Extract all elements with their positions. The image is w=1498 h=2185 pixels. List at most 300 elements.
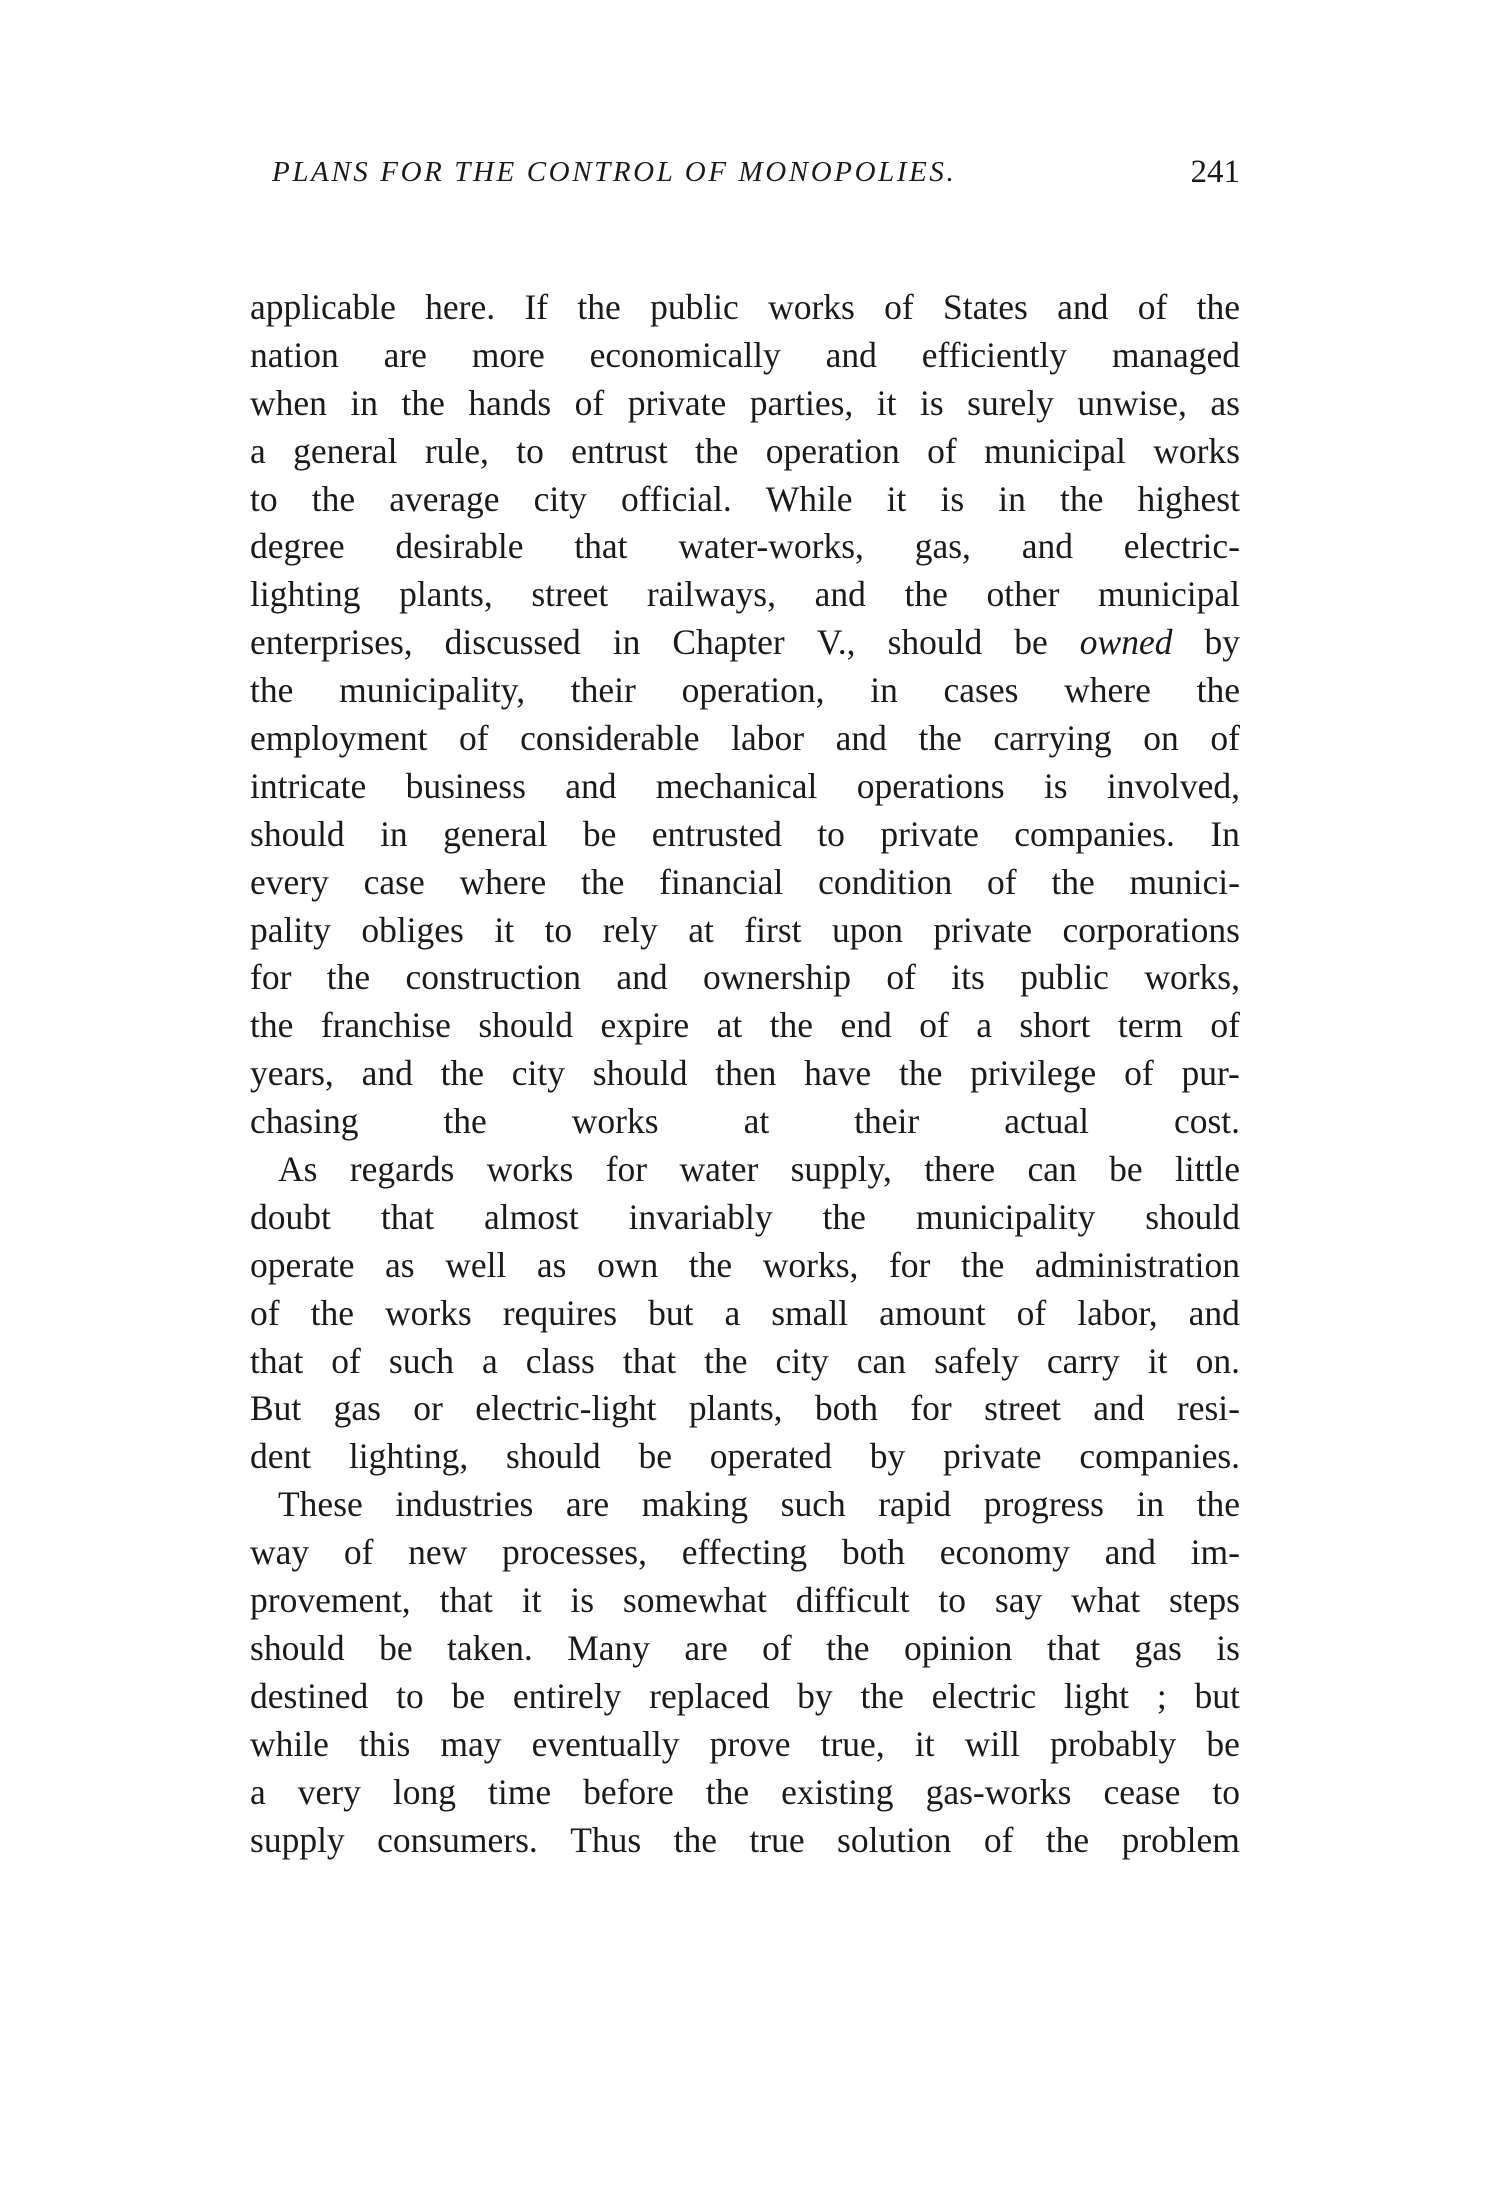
word: of bbox=[1016, 1292, 1047, 1333]
word: water-works, bbox=[678, 526, 864, 567]
word: be bbox=[638, 1436, 710, 1477]
word: public bbox=[650, 287, 739, 327]
italic-word: owned bbox=[1079, 622, 1173, 663]
word: but bbox=[1194, 1675, 1240, 1716]
word: supply, bbox=[790, 1149, 892, 1190]
word: municipal bbox=[983, 430, 1126, 471]
word: gas, bbox=[914, 526, 971, 567]
word: of bbox=[886, 957, 916, 998]
word: doubt bbox=[250, 1196, 331, 1237]
word: city bbox=[533, 478, 587, 519]
word: is bbox=[570, 1580, 595, 1621]
word: be bbox=[582, 813, 617, 854]
word: and bbox=[1104, 1532, 1156, 1573]
word: operation bbox=[765, 430, 900, 471]
word: in bbox=[1136, 1484, 1165, 1525]
word: time bbox=[487, 1771, 552, 1812]
word: plants, bbox=[399, 574, 493, 615]
word: unwise, bbox=[1077, 382, 1187, 423]
word: Thus bbox=[570, 1819, 642, 1860]
word: and bbox=[361, 1053, 413, 1094]
word: city bbox=[511, 1053, 565, 1094]
word: before bbox=[583, 1771, 674, 1812]
word: for bbox=[605, 1149, 648, 1190]
word: the bbox=[898, 1053, 943, 1094]
word: franchise bbox=[320, 1005, 451, 1046]
word: there bbox=[924, 1149, 996, 1190]
word: long bbox=[392, 1771, 456, 1812]
word: operate bbox=[250, 1244, 355, 1285]
word: where bbox=[1064, 670, 1151, 711]
word: resi- bbox=[1176, 1388, 1240, 1429]
word: the bbox=[443, 1101, 572, 1142]
word: street bbox=[984, 1388, 1061, 1429]
word: lighting, bbox=[348, 1436, 506, 1477]
text-line bbox=[250, 1817, 1240, 1865]
word: are bbox=[565, 1484, 610, 1525]
word: of bbox=[459, 718, 489, 759]
word: as bbox=[1210, 382, 1240, 423]
word: at bbox=[688, 909, 714, 950]
word: the bbox=[250, 1005, 294, 1046]
word: that bbox=[439, 1580, 493, 1621]
word: a bbox=[976, 1005, 992, 1046]
text-line bbox=[250, 1625, 1240, 1673]
word: then bbox=[715, 1053, 777, 1094]
word: to bbox=[1212, 1771, 1240, 1812]
word: and bbox=[565, 765, 617, 806]
word: every bbox=[250, 861, 329, 902]
word: the bbox=[1196, 1484, 1240, 1525]
word: both bbox=[841, 1532, 906, 1573]
word: the bbox=[401, 382, 445, 423]
word: works bbox=[1153, 430, 1240, 471]
word: is bbox=[940, 478, 965, 519]
word: to bbox=[817, 813, 845, 854]
word: works bbox=[486, 1149, 574, 1190]
word: of bbox=[884, 287, 914, 327]
word: private bbox=[627, 382, 727, 423]
word: on bbox=[1143, 718, 1179, 759]
word: that bbox=[1046, 1627, 1101, 1668]
word: the bbox=[822, 1196, 866, 1237]
word: the bbox=[769, 1005, 814, 1046]
word: efficiently bbox=[921, 334, 1067, 375]
text-line bbox=[250, 1050, 1240, 1098]
word: it bbox=[886, 478, 907, 519]
word: term bbox=[1117, 1005, 1183, 1046]
word: when bbox=[250, 382, 327, 423]
word: pur- bbox=[1181, 1053, 1240, 1094]
word: steps bbox=[1169, 1580, 1240, 1621]
word: business bbox=[405, 765, 526, 806]
word: corporations bbox=[1062, 909, 1240, 950]
word: But bbox=[250, 1388, 302, 1429]
word: municipality bbox=[915, 1196, 1096, 1237]
word: As bbox=[278, 1149, 318, 1190]
word: little bbox=[1174, 1149, 1240, 1190]
word: that bbox=[380, 1196, 435, 1237]
word: to bbox=[250, 478, 278, 519]
text-line bbox=[250, 715, 1240, 763]
word: first bbox=[744, 909, 802, 950]
word: munici- bbox=[1129, 861, 1240, 902]
word: nation bbox=[250, 334, 339, 375]
word: obliges bbox=[361, 909, 464, 950]
word: applicable bbox=[250, 287, 396, 327]
word: progress bbox=[983, 1484, 1104, 1525]
text-line bbox=[250, 1290, 1240, 1338]
word: case bbox=[363, 861, 425, 902]
text-line bbox=[250, 1242, 1240, 1290]
word: destined bbox=[250, 1675, 369, 1716]
text-line bbox=[250, 284, 1240, 332]
word: its bbox=[951, 957, 985, 998]
word: and bbox=[616, 957, 668, 998]
word: of bbox=[919, 1005, 949, 1046]
text-line bbox=[250, 1433, 1240, 1481]
word: the bbox=[250, 670, 294, 711]
text-line bbox=[250, 859, 1240, 907]
text-line bbox=[250, 1721, 1240, 1769]
word: be bbox=[1206, 1723, 1240, 1764]
word: are bbox=[383, 334, 427, 375]
word: and bbox=[835, 718, 887, 759]
word: managed bbox=[1111, 334, 1240, 375]
word: existing bbox=[781, 1771, 894, 1812]
text-line bbox=[250, 954, 1240, 1002]
word: cases bbox=[943, 670, 1019, 711]
word: of bbox=[1210, 718, 1240, 759]
text-line bbox=[250, 1481, 1240, 1529]
word: new bbox=[408, 1532, 468, 1573]
word: prove bbox=[709, 1723, 791, 1764]
word: the bbox=[326, 957, 371, 998]
word: what bbox=[1071, 1580, 1141, 1621]
word: pality bbox=[250, 909, 331, 950]
word: and bbox=[825, 334, 877, 375]
word: may bbox=[440, 1723, 502, 1764]
word: desirable bbox=[395, 526, 524, 567]
word: very bbox=[297, 1771, 361, 1812]
word: surely bbox=[967, 382, 1054, 423]
word: it bbox=[521, 1580, 542, 1621]
word: im- bbox=[1190, 1532, 1240, 1573]
word: of bbox=[1210, 1005, 1240, 1046]
body-text bbox=[250, 284, 1240, 1864]
word: the bbox=[673, 1819, 717, 1860]
paragraph bbox=[250, 1481, 1240, 1864]
word: municipal bbox=[1098, 574, 1240, 615]
word: invariably bbox=[628, 1196, 773, 1237]
word: should bbox=[887, 622, 983, 663]
word: provement, bbox=[250, 1580, 411, 1621]
text-line bbox=[250, 1673, 1240, 1721]
word: employment bbox=[250, 718, 428, 759]
word: the bbox=[688, 1244, 733, 1285]
word: problem bbox=[1121, 1819, 1240, 1860]
word: is bbox=[1216, 1627, 1240, 1668]
word: short bbox=[1019, 1005, 1091, 1046]
paragraph bbox=[250, 1146, 1240, 1481]
word: companies. bbox=[1079, 1436, 1241, 1477]
text-line bbox=[250, 1098, 1240, 1146]
word: by bbox=[1204, 622, 1240, 663]
word: on. bbox=[1195, 1340, 1240, 1381]
word: the bbox=[581, 861, 625, 902]
word: and bbox=[814, 574, 866, 615]
word: can bbox=[1027, 1149, 1077, 1190]
word: works bbox=[384, 1292, 472, 1333]
word: requires bbox=[502, 1292, 618, 1333]
word: actual bbox=[1004, 1101, 1174, 1142]
word: it bbox=[876, 382, 897, 423]
word: public bbox=[1020, 957, 1109, 998]
text-line bbox=[250, 811, 1240, 859]
word: this bbox=[359, 1723, 411, 1764]
word: be bbox=[451, 1675, 486, 1716]
text-line bbox=[250, 619, 1240, 667]
word: such bbox=[388, 1340, 454, 1381]
word: and bbox=[1093, 1388, 1145, 1429]
text-line bbox=[250, 667, 1240, 715]
word: will bbox=[964, 1723, 1020, 1764]
word: be bbox=[379, 1627, 413, 1668]
word: true, bbox=[820, 1723, 885, 1764]
word: is bbox=[920, 382, 944, 423]
text-line bbox=[250, 1769, 1240, 1817]
word: the bbox=[860, 1675, 904, 1716]
word: difficult bbox=[795, 1580, 910, 1621]
word: financial bbox=[659, 861, 784, 902]
word: in bbox=[870, 670, 898, 711]
text-line bbox=[250, 1002, 1240, 1050]
word: V., bbox=[816, 622, 856, 663]
word: intricate bbox=[250, 765, 367, 806]
word: upon bbox=[831, 909, 903, 950]
word: If bbox=[524, 287, 549, 327]
word: and bbox=[1188, 1292, 1240, 1333]
page-number: 241 bbox=[1190, 154, 1240, 190]
word: as bbox=[385, 1244, 415, 1285]
word: amount bbox=[879, 1292, 986, 1333]
word: to bbox=[938, 1580, 966, 1621]
word: more bbox=[471, 334, 545, 375]
word: the bbox=[311, 478, 356, 519]
word: the bbox=[1045, 1819, 1090, 1860]
word: of bbox=[331, 1340, 361, 1381]
word: the bbox=[1196, 670, 1240, 711]
word: be bbox=[1109, 1149, 1143, 1190]
paragraph bbox=[250, 284, 1240, 1146]
word: electric-light bbox=[475, 1388, 657, 1429]
word: gas-works bbox=[925, 1771, 1072, 1812]
word: that bbox=[622, 1340, 677, 1381]
word: it bbox=[1147, 1340, 1168, 1381]
word: of bbox=[983, 1819, 1014, 1860]
word: water bbox=[679, 1149, 759, 1190]
word: true bbox=[749, 1819, 805, 1860]
word: administration bbox=[1034, 1244, 1240, 1285]
word: the bbox=[1059, 478, 1104, 519]
word: of bbox=[1137, 287, 1168, 327]
word: it bbox=[494, 909, 515, 950]
text-line bbox=[250, 763, 1240, 811]
word: here. bbox=[425, 287, 496, 327]
word: solution bbox=[837, 1819, 952, 1860]
word: years, bbox=[250, 1053, 334, 1094]
word: plants, bbox=[688, 1388, 783, 1429]
word: a bbox=[481, 1340, 498, 1381]
word: light bbox=[1063, 1675, 1130, 1716]
word: should bbox=[592, 1053, 688, 1094]
word: Many bbox=[567, 1627, 651, 1668]
word: own bbox=[597, 1244, 659, 1285]
word: entrust bbox=[571, 430, 668, 471]
word: well bbox=[445, 1244, 507, 1285]
word: end bbox=[840, 1005, 892, 1046]
word: but bbox=[648, 1292, 694, 1333]
word: average bbox=[389, 478, 500, 519]
word: condition bbox=[818, 861, 953, 902]
word: companies. bbox=[1014, 813, 1175, 854]
word: operation, bbox=[681, 670, 825, 711]
word: for bbox=[250, 957, 292, 998]
word: construction bbox=[405, 957, 582, 998]
word: can bbox=[856, 1340, 907, 1381]
word: probably bbox=[1050, 1723, 1177, 1764]
running-header bbox=[250, 156, 1240, 200]
word: ; bbox=[1156, 1675, 1167, 1716]
word: way bbox=[250, 1532, 310, 1573]
word: operated bbox=[709, 1436, 870, 1477]
word: to bbox=[396, 1675, 424, 1716]
word: for bbox=[888, 1244, 931, 1285]
word: of bbox=[987, 861, 1017, 902]
text-line bbox=[250, 332, 1240, 380]
word: degree bbox=[250, 526, 345, 567]
word: class bbox=[525, 1340, 595, 1381]
word: as bbox=[536, 1244, 567, 1285]
word: be bbox=[1014, 622, 1048, 663]
word: a bbox=[250, 1771, 266, 1812]
word: lighting bbox=[250, 574, 361, 615]
word: in bbox=[380, 813, 408, 854]
word: at bbox=[743, 1101, 855, 1142]
word: chasing bbox=[250, 1101, 444, 1142]
word: entrusted bbox=[651, 813, 782, 854]
word: official. bbox=[620, 478, 732, 519]
word: a bbox=[250, 430, 266, 471]
word: in bbox=[350, 382, 379, 423]
word: the bbox=[904, 574, 948, 615]
word: gas bbox=[1134, 1627, 1182, 1668]
word: While bbox=[765, 478, 853, 519]
word: to bbox=[544, 909, 573, 950]
word: dent bbox=[250, 1436, 349, 1477]
word: a bbox=[724, 1292, 741, 1333]
word: rely bbox=[602, 909, 658, 950]
word: rule, bbox=[424, 430, 489, 471]
word: the bbox=[1051, 861, 1095, 902]
word: their bbox=[854, 1101, 1005, 1142]
word: opinion bbox=[903, 1627, 1013, 1668]
word: to bbox=[516, 430, 544, 471]
text-line bbox=[250, 1338, 1240, 1386]
word: or bbox=[413, 1388, 443, 1429]
word: somewhat bbox=[622, 1580, 767, 1621]
text-line bbox=[250, 907, 1240, 955]
word: ownership bbox=[703, 957, 851, 998]
word: involved, bbox=[1106, 765, 1240, 806]
word: economically bbox=[589, 334, 781, 375]
word: for bbox=[910, 1388, 952, 1429]
word: highest bbox=[1137, 478, 1240, 519]
word: city bbox=[775, 1340, 829, 1381]
word: regards bbox=[349, 1149, 455, 1190]
word: mechanical bbox=[655, 765, 818, 806]
word: are bbox=[684, 1627, 728, 1668]
text-line bbox=[250, 1146, 1240, 1194]
word: cease bbox=[1103, 1771, 1181, 1812]
word: that bbox=[574, 526, 628, 567]
word: and bbox=[1057, 287, 1109, 327]
word: private bbox=[880, 813, 979, 854]
word: privilege bbox=[970, 1053, 1097, 1094]
word: the bbox=[577, 287, 621, 327]
word: hands bbox=[468, 382, 552, 423]
text-line bbox=[250, 1194, 1240, 1242]
word: works bbox=[571, 1101, 744, 1142]
word: discussed bbox=[444, 622, 581, 663]
word: other bbox=[986, 574, 1060, 615]
text-line bbox=[250, 523, 1240, 571]
word: electric bbox=[931, 1675, 1037, 1716]
word: In bbox=[1210, 813, 1240, 854]
word: should bbox=[506, 1436, 639, 1477]
word: while bbox=[250, 1723, 329, 1764]
word: railways, bbox=[646, 574, 776, 615]
text-line bbox=[250, 1385, 1240, 1433]
running-title: PLANS FOR THE CONTROL OF MONOPOLIES. bbox=[272, 156, 957, 188]
word: by bbox=[797, 1675, 833, 1716]
word: their bbox=[570, 670, 636, 711]
word: in bbox=[612, 622, 641, 663]
word: the bbox=[918, 718, 962, 759]
word: private bbox=[943, 1436, 1080, 1477]
word: of bbox=[927, 430, 957, 471]
word: operations bbox=[856, 765, 1005, 806]
text-line bbox=[250, 1577, 1240, 1625]
word: say bbox=[994, 1580, 1043, 1621]
word: consumers. bbox=[377, 1819, 538, 1860]
word: works, bbox=[1144, 957, 1240, 998]
word: should bbox=[1145, 1196, 1240, 1237]
word: should bbox=[250, 813, 345, 854]
word: of bbox=[343, 1532, 374, 1573]
word: general bbox=[443, 813, 548, 854]
word: cost. bbox=[1173, 1101, 1241, 1142]
word: is bbox=[1043, 765, 1068, 806]
word: considerable bbox=[520, 718, 700, 759]
word: supply bbox=[250, 1819, 345, 1860]
word: labor, bbox=[1077, 1292, 1158, 1333]
word: carry bbox=[1046, 1340, 1120, 1381]
word: the bbox=[705, 1771, 750, 1812]
text-line bbox=[250, 1529, 1240, 1577]
word: parties, bbox=[749, 382, 854, 423]
word: the bbox=[704, 1340, 748, 1381]
